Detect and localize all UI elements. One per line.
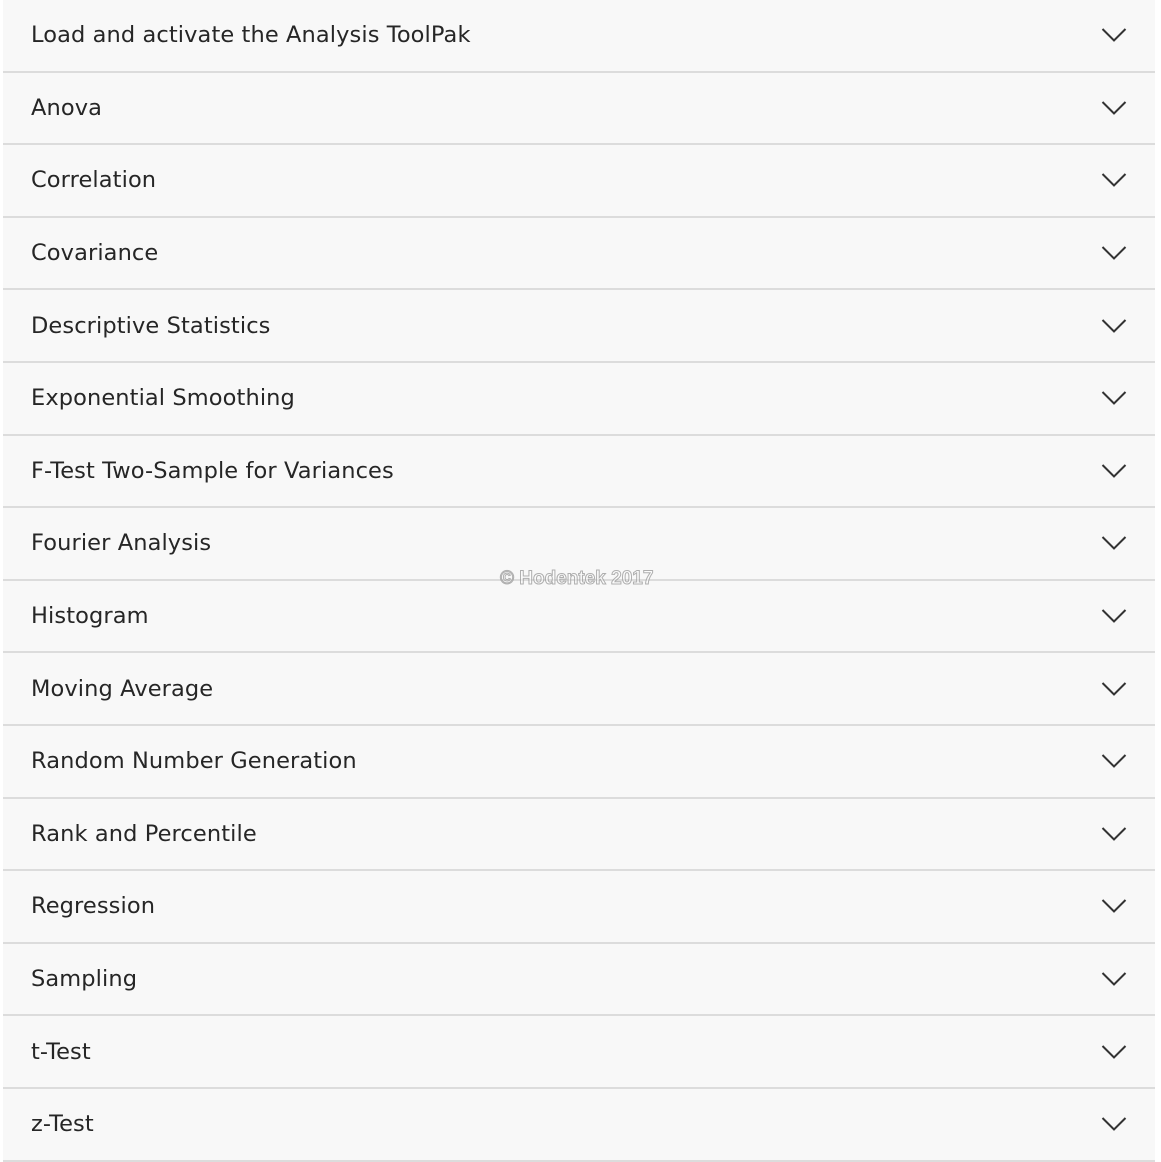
accordion-item-label: Moving Average [31,675,214,702]
chevron-down-icon[interactable] [1101,826,1127,842]
accordion-item-label: z-Test [31,1111,94,1138]
accordion-item-correlation[interactable] [3,145,1155,218]
chevron-down-icon[interactable] [1101,753,1127,769]
accordion-item-label: Anova [31,94,103,121]
chevron-down-icon[interactable] [1101,535,1127,551]
chevron-down-icon[interactable] [1101,971,1127,987]
accordion-item-rank-and-percentile[interactable] [3,799,1155,872]
accordion-item-label: Covariance [31,240,159,267]
accordion-item-histogram[interactable] [3,581,1155,654]
chevron-down-icon[interactable] [1101,390,1127,406]
accordion-item-descriptive-statistics[interactable] [3,290,1155,363]
accordion-item-label: Sampling [31,966,138,993]
chevron-down-icon[interactable] [1101,100,1127,116]
chevron-down-icon[interactable] [1101,1116,1127,1132]
accordion-item-label: Rank and Percentile [31,820,257,847]
accordion-item-label: Descriptive Statistics [31,312,271,339]
accordion-item-label: Fourier Analysis [31,530,212,557]
accordion-item-load-analysis-toolpak[interactable] [3,0,1155,73]
accordion-item-fourier-analysis[interactable] [3,508,1155,581]
accordion-item-label: F-Test Two-Sample for Variances [31,457,394,484]
accordion-item-label: Regression [31,893,156,920]
chevron-down-icon[interactable] [1101,318,1127,334]
chevron-down-icon[interactable] [1101,172,1127,188]
accordion-item-random-number-generation[interactable] [3,726,1155,799]
accordion-item-f-test-two-sample[interactable] [3,436,1155,509]
accordion-item-moving-average[interactable] [3,653,1155,726]
chevron-down-icon[interactable] [1101,27,1127,43]
chevron-down-icon[interactable] [1101,681,1127,697]
accordion-list [3,0,1155,1162]
chevron-down-icon[interactable] [1101,245,1127,261]
chevron-down-icon[interactable] [1101,463,1127,479]
accordion-item-label: Load and activate the Analysis ToolPak [31,22,471,49]
accordion-item-label: Random Number Generation [31,748,357,775]
accordion-item-regression[interactable] [3,871,1155,944]
chevron-down-icon[interactable] [1101,1044,1127,1060]
copyright-watermark: © Hodentek 2017 [500,568,654,589]
chevron-down-icon[interactable] [1101,898,1127,914]
accordion-item-covariance[interactable] [3,218,1155,291]
accordion-item-label: Exponential Smoothing [31,385,295,412]
accordion-item-label: Histogram [31,603,149,630]
chevron-down-icon[interactable] [1101,608,1127,624]
accordion-item-label: t-Test [31,1038,91,1065]
accordion-item-anova[interactable] [3,73,1155,146]
accordion-item-label: Correlation [31,167,157,194]
accordion-item-sampling[interactable] [3,944,1155,1017]
accordion-item-exponential-smoothing[interactable] [3,363,1155,436]
accordion-item-t-test[interactable] [3,1016,1155,1089]
accordion-item-z-test[interactable] [3,1089,1155,1162]
